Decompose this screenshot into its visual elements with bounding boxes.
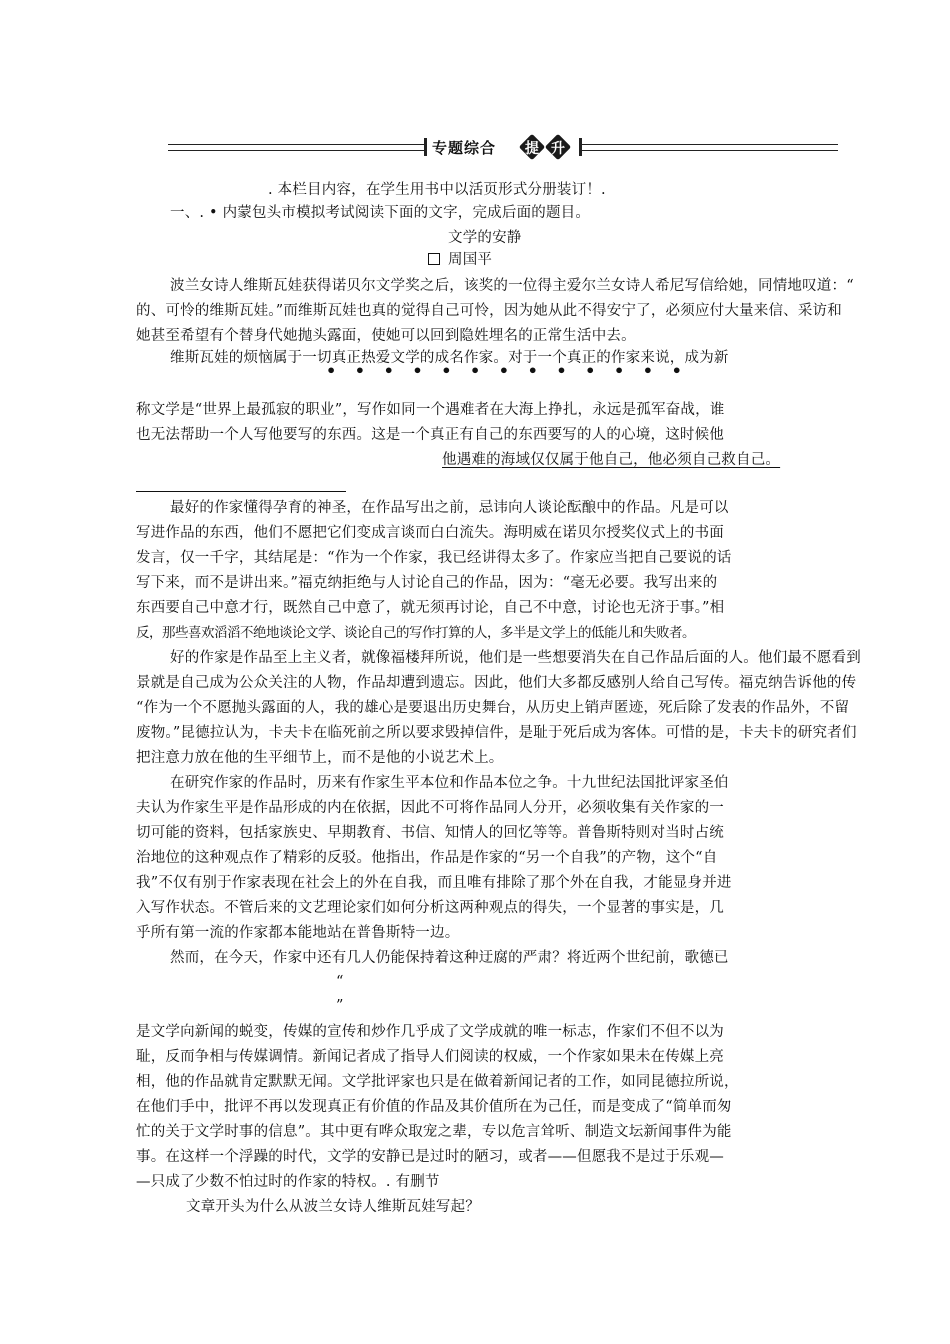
text-line: 是文学向新闻的蜕变，传媒的宣传和炒作几乎成了文学成就的唯一标志，作家们不但不以为	[136, 1024, 724, 1040]
emphasis-dots: • • • • • • • • • • • • •	[326, 361, 689, 380]
text-line: 夫认为作家生平是作品形成的内在依据，因此不可将作品同人分开，必须收集有关作家的一	[136, 800, 724, 816]
text-line: 称文学是“世界上最孤寂的职业”，写作如同一个遇难者在大海上挣扎，永远是孤军奋战，谁	[136, 402, 725, 418]
text-line: 发言，仅一千字，其结尾是：“作为一个作家，我已经讲得太多了。作家应当把自己要说的话	[136, 550, 732, 566]
text-line: 最好的作家懂得孕育的神圣，在作品写出之前，忌讳向人谈论酝酿中的作品。凡是可以	[170, 500, 729, 516]
article-author-name: 周国平	[448, 252, 493, 268]
text-line: 东西要自己中意才行，既然自己中意了，就无须再讨论，自己不中意，讨论也无济于事。”相	[136, 600, 725, 616]
header-badge-label-2: 升	[551, 141, 565, 157]
header-rule-right	[582, 144, 838, 151]
text-line: 然而，在今天，作家中还有几人仍能保持着这种迂腐的严肃？将近两个世纪前，歌德已	[170, 950, 729, 966]
text-line: 耻，反而争相与传媒调情。新闻记者成了指导人们阅读的权威，一个作家如果未在传媒上亮	[136, 1049, 724, 1065]
article-author	[428, 250, 492, 270]
underlined-sentence: 他遇难的海域仅仅属于他自己，他必须自己救自己。	[442, 452, 781, 468]
header-badge-label-1: 提	[525, 141, 539, 157]
binding-notice: . 本栏目内容，在学生用书中以活页形式分册装订！.	[268, 182, 606, 198]
text-line: 的、可怜的维斯瓦娃。”而维斯瓦娃也真的觉得自己可怜，因为她从此不得安宁了，必须应付大量来信、采访和	[136, 303, 842, 319]
header-rule-left	[168, 144, 424, 151]
text-line: 我”不仅有别于作家表现在社会上的外在自我，而且唯有排除了那个外在自我，才能显身并进	[136, 875, 732, 891]
header-title: 专题综合	[432, 139, 497, 157]
open-quote-mark: “	[336, 974, 344, 990]
text-line: 写进作品的东西，他们不愿把它们变成言谈而白白流失。海明威在诺贝尔授奖仪式上的书面	[136, 525, 724, 541]
text-line: 切可能的资料，包括家族史、早期教育、书信、知情人的回忆等等。普鲁斯特则对当时占统	[136, 825, 724, 841]
text-line: “作为一个不愿抛头露面的人，我的雄心是要退出历史舞台，从历史上销声匿迹，死后除了发表的作品外，不留	[136, 700, 850, 716]
text-line: 写下来，而不是讲出来。”福克纳拒绝与人讨论自己的作品，因为：“毫无必要。我写出来的	[136, 575, 718, 591]
header-title-box	[424, 134, 582, 160]
question-1: 文章开头为什么从波兰女诗人维斯瓦娃写起？	[186, 1199, 480, 1215]
text-line: 反，那些喜欢滔滔不绝地谈论文学、谈论自己的写作打算的人，多半是文学上的低能儿和失败者。	[136, 625, 695, 641]
text-line: 治地位的这种观点作了精彩的反驳。他指出，作品是作家的“另一个自我”的产物，这个“自	[136, 850, 718, 866]
text-line: 在研究作家的作品时，历来有作家生平本位和作品本位之争。十九世纪法国批评家圣伯	[170, 775, 729, 791]
text-line: —只成了少数不怕过时的作家的特权。. 有删节	[136, 1174, 440, 1190]
checkbox-icon	[428, 253, 440, 265]
question-intro: 一、. • 内蒙包头市模拟考试阅读下面的文字，完成后面的题目。	[170, 205, 591, 221]
footnote-divider	[136, 491, 346, 492]
text-line: 她甚至希望有个替身代她抛头露面，使她可以回到隐姓埋名的正常生活中去。	[136, 328, 636, 344]
text-line: 波兰女诗人维斯瓦娃获得诺贝尔文学奖之后，该奖的一位得主爱尔兰女诗人希尼写信给她，同情地叹道：“	[170, 278, 854, 294]
text-line: 废物。”昆德拉认为，卡夫卡在临死前之所以要求毁掉信件，是耻于死后成为客体。可惜的是，卡夫卡的研究者们	[136, 725, 857, 741]
text-line: 好的作家是作品至上主义者，就像福楼拜所说，他们是一些想要消失在自己作品后面的人。他们最不愿看到	[170, 650, 861, 666]
section-header	[168, 134, 838, 162]
article-title: 文学的安静	[448, 230, 522, 246]
text-line: 乎所有第一流的作家都本能地站在普鲁斯特一边。	[136, 925, 460, 941]
text-line: 相，他的作品就肯定默默无闻。文学批评家也只是在做着新闻记者的工作，如同昆德拉所说，	[136, 1074, 739, 1090]
close-quote-mark: ”	[336, 998, 344, 1014]
text-line: 入写作状态。不管后来的文艺理论家们如何分析这两种观点的得失，一个显著的事实是，几	[136, 900, 724, 916]
text-line: 事。在这样一个浮躁的时代，文学的安静已是过时的陋习，或者——但愿我不是过于乐观—	[136, 1149, 724, 1165]
text-line: 维斯瓦娃的烦恼属于一切真正热爱文学的成名作家。对于一个真正的作家来说，成为新	[170, 350, 729, 366]
text-line: 把注意力放在他的生平细节上，而不是他的小说艺术上。	[136, 750, 504, 766]
text-line: 也无法帮助一个人写他要写的东西。这是一个真正有自己的东西要写的人的心境，这时候他	[136, 427, 724, 443]
text-line: 景就是自己成为公众关注的人物，作品却遭到遗忘。因此，他们大多都反感别人给自己写传。福克纳告诉他的传	[136, 675, 857, 691]
header-bar-left	[424, 138, 427, 156]
text-line: 在他们手中，批评不再以发现真正有价值的作品及其价值所在为己任，而是变成了“简单而匆	[136, 1099, 732, 1115]
text-line: 忙的关于文学时事的信息”。其中更有哗众取宠之辈，专以危言耸听、制造文坛新闻事件为能	[136, 1124, 732, 1140]
